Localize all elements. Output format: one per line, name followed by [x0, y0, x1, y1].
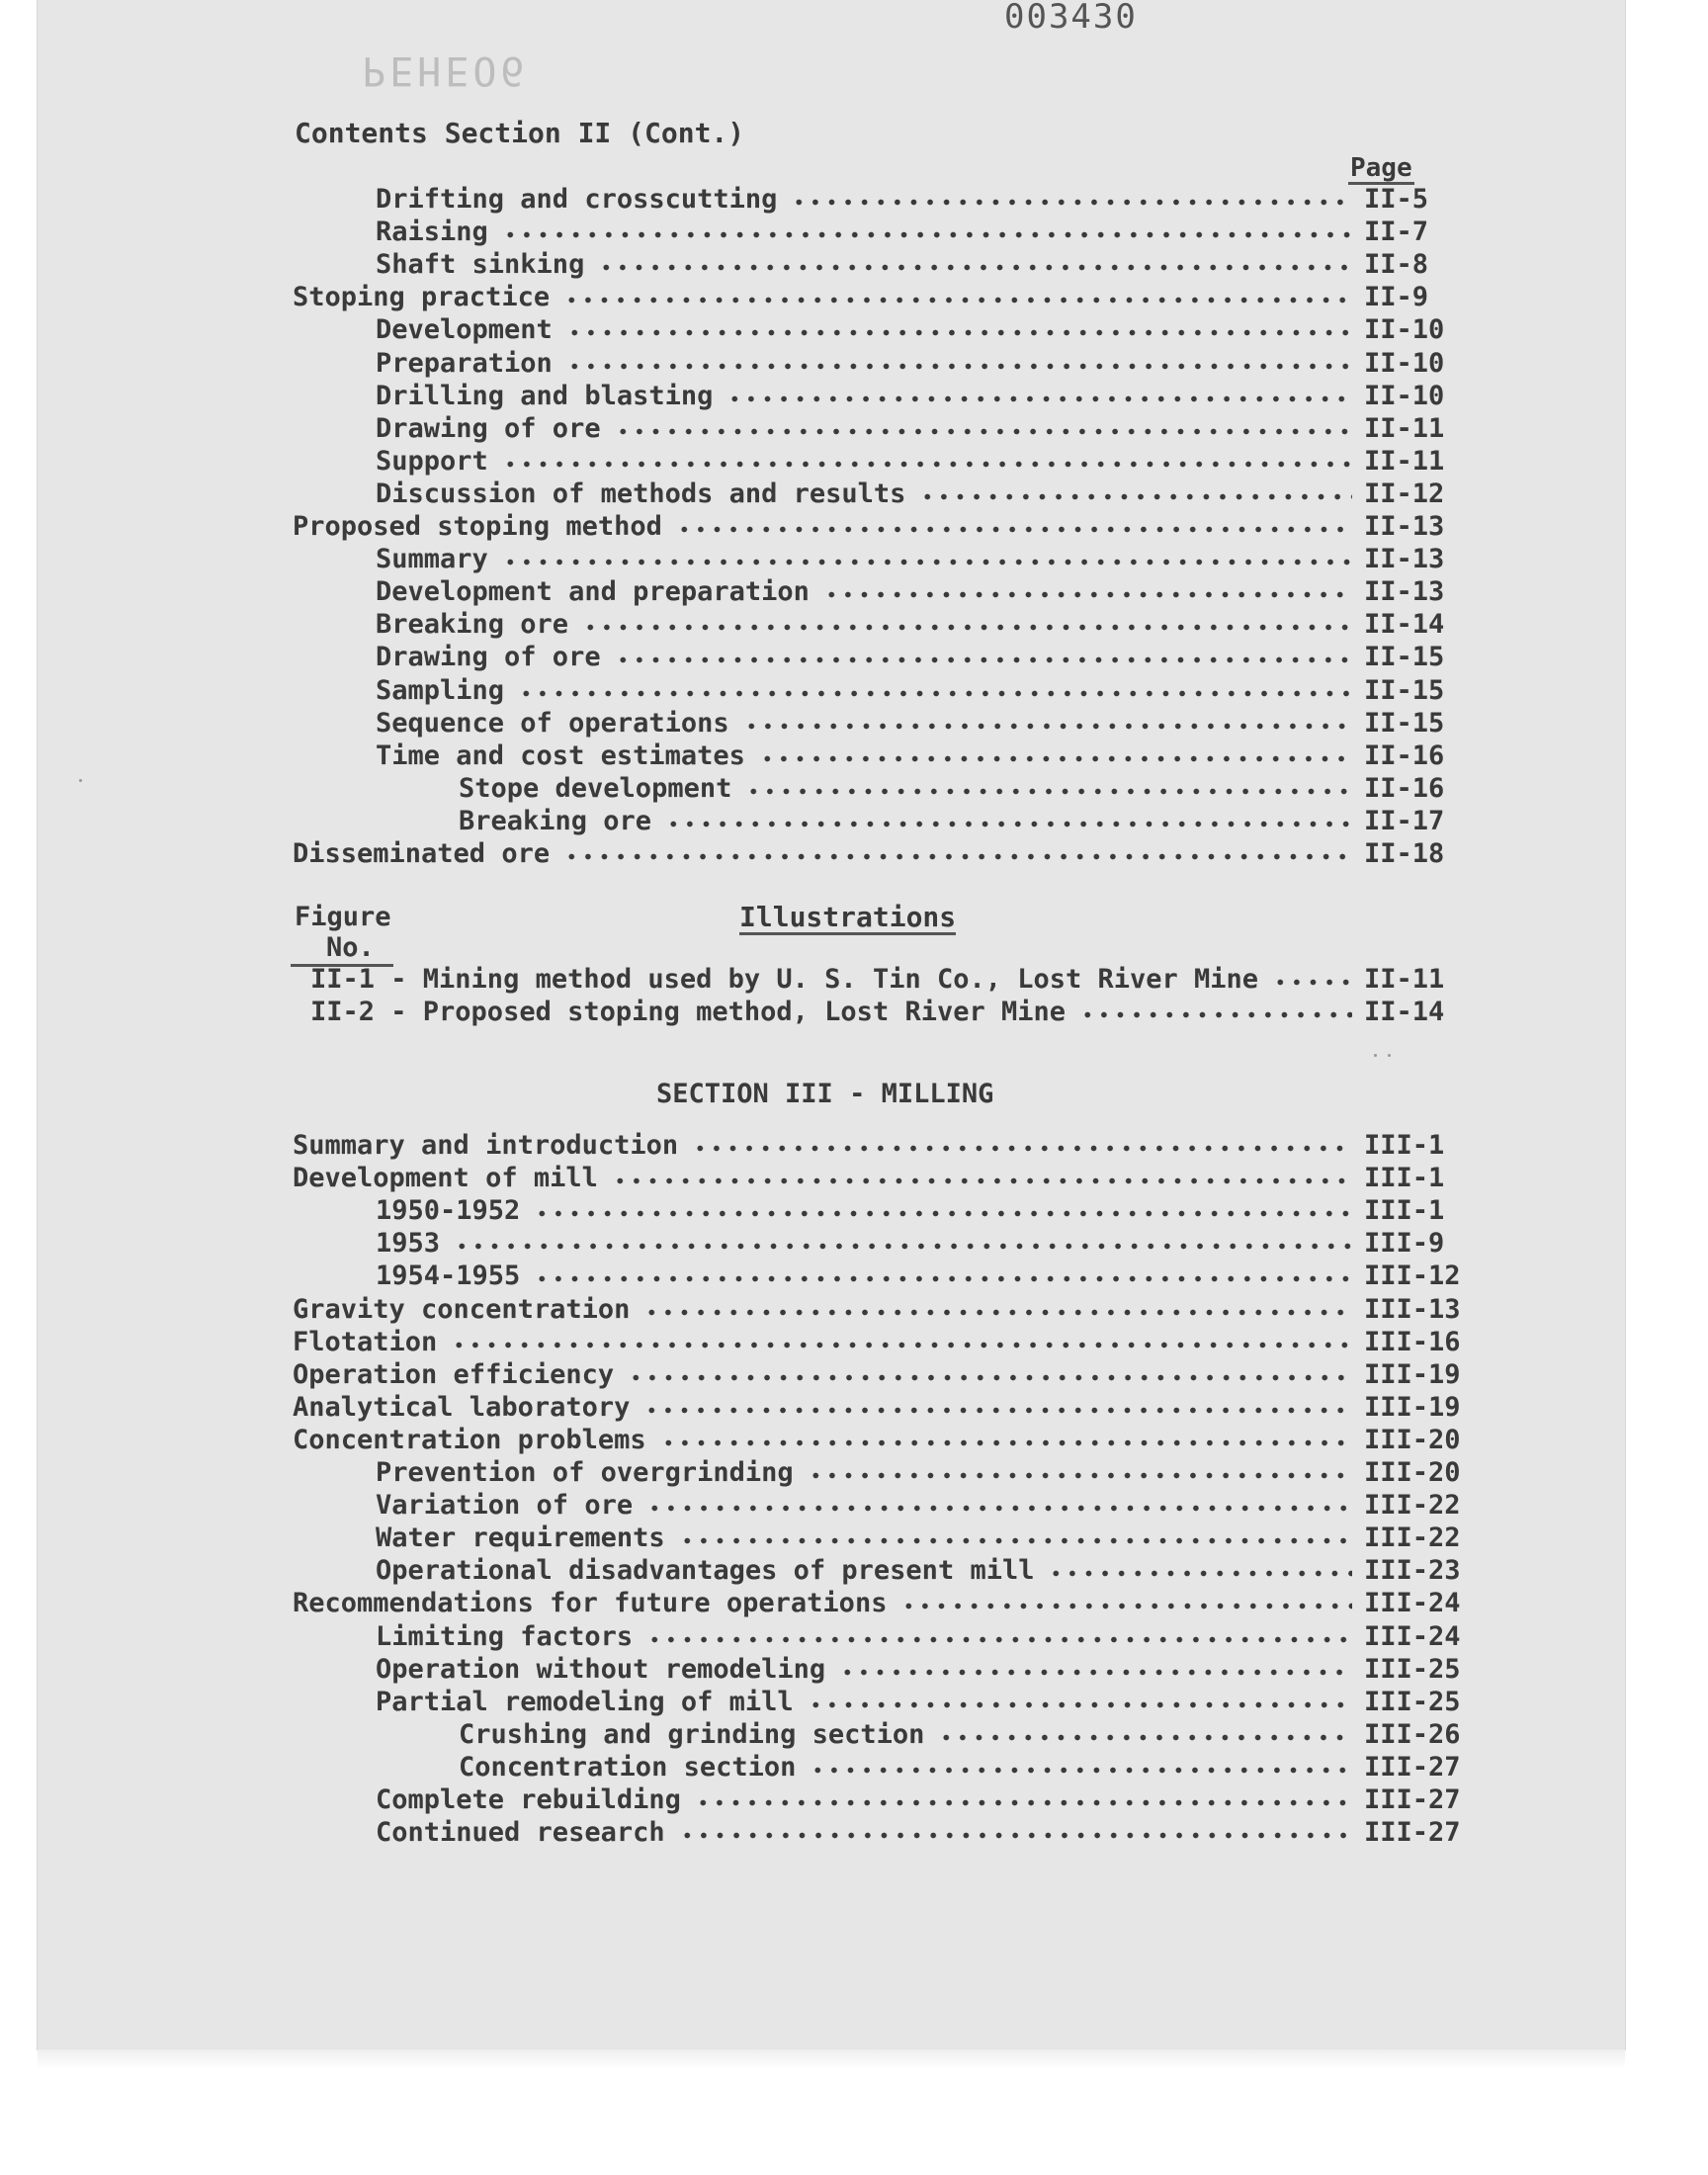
dot-leader: [643, 1293, 1352, 1326]
dot-leader: [743, 707, 1352, 740]
toc-entry-page: II-13: [1364, 576, 1445, 608]
toc-entry-title: Concentration section: [459, 1751, 797, 1783]
toc-entry: [0, 608, 1708, 641]
toc-entry-page: II-15: [1364, 674, 1445, 706]
toc-entry-title: Analytical laboratory: [293, 1391, 631, 1423]
toc-entry-page: III-12: [1364, 1261, 1461, 1292]
toc-entry-title: 1953: [376, 1228, 441, 1260]
toc-entry-title: Time and cost estimates: [376, 740, 745, 771]
toc-entry-title: Continued research: [376, 1817, 665, 1849]
dot-leader: [692, 1129, 1352, 1162]
toc-entry: [0, 347, 1708, 380]
toc-entry-title: Sequence of operations: [376, 707, 729, 739]
toc-entry-page: III-22: [1364, 1522, 1461, 1554]
toc-entry-title: Partial remodeling of mill: [376, 1686, 794, 1717]
toc-entry: [0, 380, 1708, 412]
section-title: SECTION III - MILLING: [656, 1079, 994, 1109]
page-shadow: [38, 2049, 1625, 2069]
illustrations-title: Illustrations: [739, 901, 957, 933]
toc-entry: [0, 1326, 1708, 1358]
dot-leader: [563, 837, 1352, 870]
toc-entry-page: II-10: [1364, 380, 1445, 411]
toc-entry-page: III-22: [1364, 1490, 1461, 1522]
toc-entry-page: III-24: [1364, 1588, 1461, 1619]
dot-leader: [451, 1326, 1352, 1358]
toc-entry-page: III-24: [1364, 1620, 1461, 1652]
dot-leader: [598, 248, 1352, 281]
toc-entry: [0, 1816, 1708, 1849]
toc-entry-title: Flotation: [293, 1326, 438, 1357]
toc-entry: [0, 707, 1708, 740]
toc-entry-title: Concentration problems: [293, 1424, 646, 1455]
toc-entry: [0, 1260, 1708, 1292]
dot-leader: [518, 674, 1352, 707]
toc-entry-page: II-14: [1364, 997, 1445, 1027]
toc-entry-title: Stoping practice: [293, 282, 551, 313]
toc-entry-title: Drawing of ore: [376, 642, 601, 673]
toc-entry-title: 1950-1952: [376, 1195, 521, 1227]
toc-entry: [0, 575, 1708, 608]
toc-entry: [0, 248, 1708, 281]
page-column-header: Page: [1350, 153, 1412, 183]
toc-entry-title: Summary: [376, 544, 488, 575]
dot-leader: [1079, 996, 1352, 1028]
toc-entry-page: II-15: [1364, 642, 1445, 673]
contents-title: Contents Section II (Cont.): [295, 117, 745, 149]
toc-entry-page: II-14: [1364, 609, 1445, 641]
dot-leader: [660, 1424, 1352, 1456]
toc-entry-title: Breaking ore: [376, 609, 569, 641]
toc-entry-page: III-16: [1364, 1326, 1461, 1357]
toc-entry-page: II-18: [1364, 838, 1445, 869]
toc-entry: [0, 772, 1708, 805]
dot-leader: [1048, 1554, 1352, 1587]
toc-entry-title: Support: [376, 445, 488, 477]
toc-entry: [0, 805, 1708, 837]
toc-entry: [0, 1718, 1708, 1751]
toc-entry-title: Limiting factors: [376, 1620, 634, 1652]
toc-entry-title: Sampling: [376, 674, 505, 706]
toc-entry-page: II-16: [1364, 740, 1445, 771]
toc-entry: [0, 445, 1708, 478]
dot-leader: [534, 1194, 1352, 1227]
toc-entry: [0, 1784, 1708, 1816]
toc-entry-page: II-5: [1364, 184, 1429, 215]
toc-entry-page: III-27: [1364, 1751, 1461, 1783]
toc-entry-title: Stope development: [459, 772, 732, 804]
toc-entry-page: II-11: [1364, 445, 1445, 477]
toc-entry-page: III-20: [1364, 1457, 1461, 1488]
toc-entry-title: Summary and introduction: [293, 1130, 679, 1161]
toc-entry: [0, 1227, 1708, 1260]
toc-entry-title: Operational disadvantages of present mill: [376, 1555, 1035, 1587]
toc-entry: [0, 1129, 1708, 1162]
toc-entry: [0, 510, 1708, 543]
toc-entry-page: II-10: [1364, 314, 1445, 346]
toc-entry-page: II-11: [1364, 412, 1445, 444]
toc-entry: [0, 1293, 1708, 1326]
toc-entry-title: Variation of ore: [376, 1490, 634, 1522]
dot-leader: [643, 1391, 1352, 1424]
toc-entry-page: II-10: [1364, 347, 1445, 379]
toc-entry-title: Preparation: [376, 347, 553, 379]
dot-leader: [566, 347, 1352, 380]
toc-entry-page: III-1: [1364, 1163, 1445, 1194]
toc-entry: [0, 412, 1708, 445]
toc-entry: [0, 543, 1708, 575]
toc-entry-page: II-11: [1364, 964, 1445, 995]
toc-entry: [0, 641, 1708, 673]
toc-entry-title: Disseminated ore: [293, 838, 551, 869]
toc-entry: [0, 216, 1708, 248]
scan-speck: [1374, 1054, 1377, 1057]
toc-entry-title: Complete rebuilding: [376, 1784, 681, 1815]
toc-entry-title: Prevention of overgrinding: [376, 1457, 794, 1488]
toc-entry: [0, 740, 1708, 772]
toc-entry-title: Operation efficiency: [293, 1358, 615, 1390]
dot-leader: [566, 313, 1352, 346]
toc-entry: [0, 1686, 1708, 1718]
toc-entry-page: II-15: [1364, 707, 1445, 739]
toc-entry: [0, 1489, 1708, 1522]
toc-entry-page: II-7: [1364, 217, 1429, 248]
document-number-stamp: 003430: [1004, 0, 1138, 37]
toc-entry-page: III-23: [1364, 1555, 1461, 1587]
toc-entry-page: III-1: [1364, 1195, 1445, 1227]
dot-leader: [759, 740, 1352, 772]
toc-entry-title: Shaft sinking: [376, 249, 585, 281]
toc-entry: [0, 1522, 1708, 1554]
dot-leader: [726, 380, 1352, 412]
dot-leader: [900, 1587, 1352, 1619]
dot-leader: [679, 1816, 1352, 1849]
dot-leader: [502, 216, 1352, 248]
toc-entry-title: II-1 - Mining method used by U. S. Tin Co., Lost River Mine: [310, 964, 1259, 995]
dot-leader: [502, 445, 1352, 478]
dot-leader: [808, 1456, 1352, 1489]
dot-leader: [454, 1227, 1352, 1260]
figure-column-label: Figure: [295, 902, 391, 932]
toc-entry-page: III-20: [1364, 1424, 1461, 1455]
toc-entry: [0, 183, 1708, 216]
toc-entry-page: III-27: [1364, 1817, 1461, 1849]
toc-entry: [0, 1653, 1708, 1686]
toc-entry: [0, 1358, 1708, 1391]
toc-entry-title: Development and preparation: [376, 576, 810, 608]
toc-entry-title: Development: [376, 314, 553, 346]
dot-leader: [612, 1162, 1352, 1194]
toc-entry-page: II-13: [1364, 511, 1445, 542]
dot-leader: [679, 1522, 1352, 1554]
toc-entry-page: III-25: [1364, 1686, 1461, 1717]
dot-leader: [695, 1784, 1352, 1816]
toc-entry-title: Drawing of ore: [376, 412, 601, 444]
toc-entry: [0, 674, 1708, 707]
toc-entry-title: Raising: [376, 217, 488, 248]
toc-entry-title: Recommendations for future operations: [293, 1588, 888, 1619]
dot-leader: [628, 1358, 1352, 1391]
toc-entry: [0, 1194, 1708, 1227]
dot-leader: [665, 805, 1352, 837]
dot-leader: [823, 575, 1352, 608]
toc-entry-title: Water requirements: [376, 1522, 665, 1554]
toc-entry-page: III-26: [1364, 1718, 1461, 1750]
dot-leader: [615, 641, 1352, 673]
toc-entry: [0, 1587, 1708, 1619]
toc-entry-title: Drilling and blasting: [376, 380, 714, 411]
toc-entry-page: II-12: [1364, 478, 1445, 509]
toc-entry-title: Crushing and grinding section: [459, 1718, 925, 1750]
dot-leader: [791, 183, 1352, 216]
toc-entry-page: III-1: [1364, 1130, 1445, 1161]
scan-speck: [79, 779, 82, 782]
toc-entry: [0, 281, 1708, 313]
toc-entry-title: Breaking ore: [459, 805, 652, 836]
toc-entry: [0, 963, 1708, 996]
dot-leader: [646, 1620, 1352, 1653]
toc-entry: [0, 1162, 1708, 1194]
toc-entry-page: III-19: [1364, 1391, 1461, 1423]
toc-entry: [0, 1554, 1708, 1587]
toc-entry: [0, 313, 1708, 346]
toc-entry-title: Proposed stoping method: [293, 511, 662, 542]
toc-entry: [0, 1751, 1708, 1784]
dot-leader: [502, 543, 1352, 575]
faint-stamp-mark: PEHEO6: [362, 47, 529, 93]
toc-entry-page: III-19: [1364, 1358, 1461, 1390]
toc-entry-page: III-27: [1364, 1784, 1461, 1815]
dot-leader: [938, 1718, 1352, 1751]
toc-entry-page: III-13: [1364, 1293, 1461, 1325]
dot-leader: [808, 1686, 1352, 1718]
figure-number-label: No.: [326, 932, 375, 963]
toc-entry-title: Gravity concentration: [293, 1293, 631, 1325]
dot-leader: [615, 412, 1352, 445]
toc-entry: [0, 1620, 1708, 1653]
dot-leader: [839, 1653, 1352, 1686]
toc-entry-page: II-8: [1364, 249, 1429, 281]
toc-entry-page: II-16: [1364, 772, 1445, 804]
dot-leader: [810, 1751, 1352, 1784]
toc-entry-page: III-25: [1364, 1653, 1461, 1685]
toc-entry-title: II-2 - Proposed stoping method, Lost River Mine: [310, 997, 1067, 1027]
toc-entry-page: II-13: [1364, 544, 1445, 575]
toc-entry: [0, 1391, 1708, 1424]
toc-entry-title: 1954-1955: [376, 1261, 521, 1292]
dot-leader: [563, 281, 1352, 313]
toc-entry: [0, 478, 1708, 510]
dot-leader: [676, 510, 1352, 543]
dot-leader: [745, 772, 1352, 805]
dot-leader: [1272, 963, 1352, 996]
toc-entry-page: II-17: [1364, 805, 1445, 836]
toc-entry-title: Operation without remodeling: [376, 1653, 826, 1685]
toc-entry: [0, 1424, 1708, 1456]
toc-entry: [0, 1456, 1708, 1489]
scan-speck: [1388, 1054, 1391, 1057]
dot-leader: [919, 478, 1352, 510]
dot-leader: [646, 1489, 1352, 1522]
toc-entry: [0, 837, 1708, 870]
dot-leader: [582, 608, 1352, 641]
toc-entry-title: Drifting and crosscutting: [376, 184, 778, 215]
toc-entry-page: II-9: [1364, 282, 1429, 313]
toc-entry-title: Discussion of methods and results: [376, 478, 906, 509]
toc-entry-title: Development of mill: [293, 1163, 598, 1194]
toc-entry: [0, 996, 1708, 1028]
toc-entry-page: III-9: [1364, 1228, 1445, 1260]
dot-leader: [534, 1260, 1352, 1292]
